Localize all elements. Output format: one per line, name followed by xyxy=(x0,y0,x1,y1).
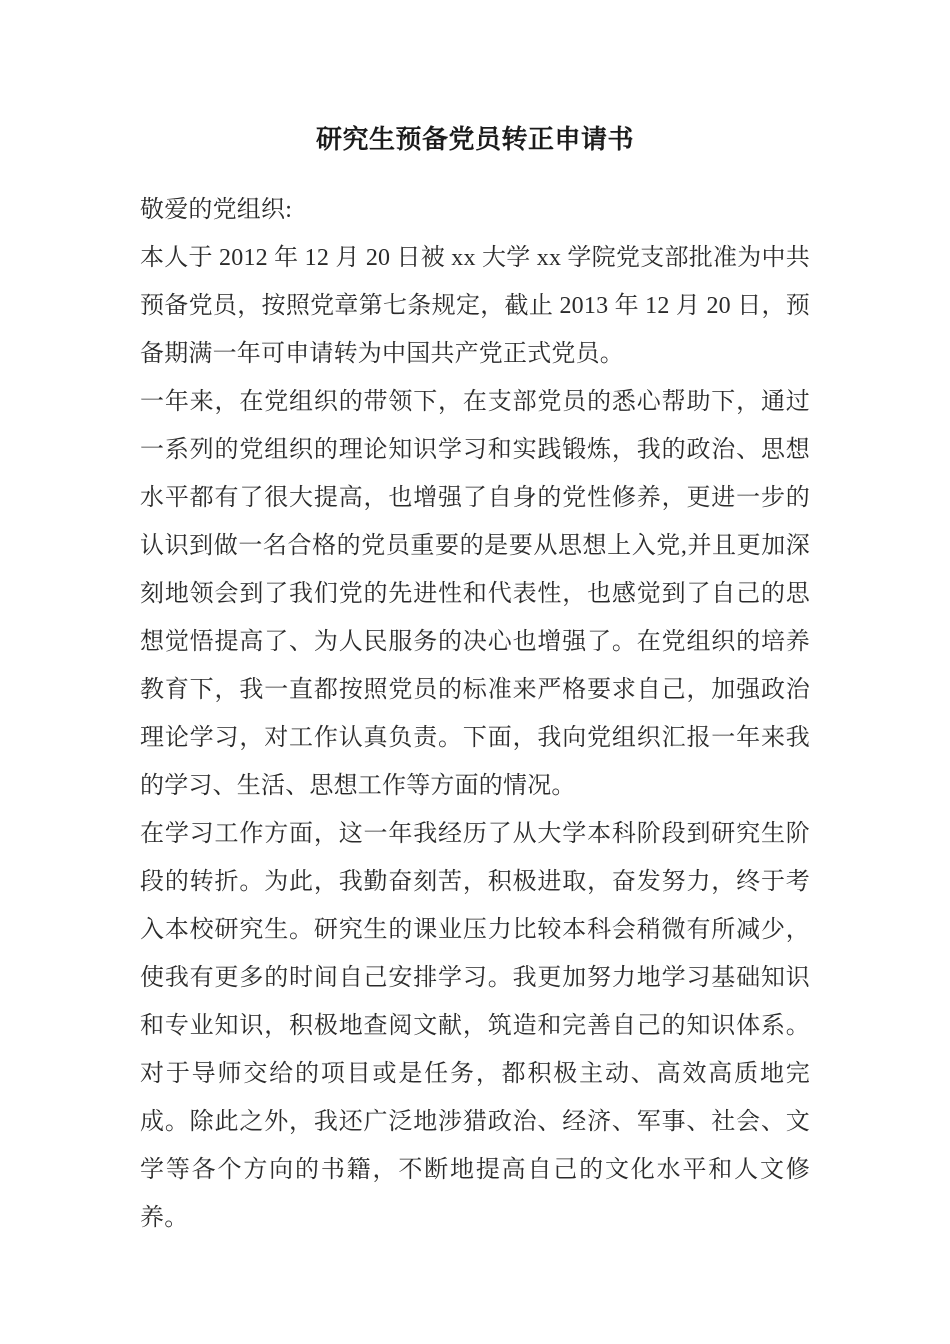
document-body xyxy=(140,118,810,1242)
paragraph-3: 在学习工作方面，这一年我经历了从大学本科阶段到研究生阶段的转折。为此，我勤奋刻苦，积极进取，奋发努力，终于考入本校研究生。研究生的课业压力比较本科会稍微有所减少，使我有更多的时间自己安排学习。我更加努力地学习基础知识和专业知识，积极地查阅文献，筑造和完善自己的知识体系。对于导师交给的项目或是任务，都积极主动、高效高质地完成。除此之外，我还广泛地涉猎政治、经济、军事、社会、文学等各个方向的书籍，不断地提高自己的文化水平和人文修养。 xyxy=(140,821,810,1231)
paragraph-2: 一年来，在党组织的带领下，在支部党员的悉心帮助下，通过一系列的党组织的理论知识学习和实践锻炼，我的政治、思想水平都有了很大提高，也增强了自身的党性修养，更进一步的认识到做一名合格的党员重要的是要从思想上入党,并且更加深刻地领会到了我们党的先进性和代表性，也感觉到了自己的思想觉悟提高了、为人民服务的决心也增强了。在党组织的培养教育下，我一直都按照党员的标准来严格要求自己，加强政治理论学习，对工作认真负责。下面，我向党组织汇报一年来我的学习、生活、思想工作等方面的情况。 xyxy=(140,389,810,799)
salutation-line: 敬爱的党组织: xyxy=(140,197,293,223)
document-title: 研究生预备党员转正申请书 xyxy=(315,125,634,154)
paragraph-1: 本人于 2012 年 12 月 20 日被 xx 大学 xx 学院党支部批准为中共预备党员，按照党章第七条规定，截止 2013 年 12 月 20 日，预备期满一年可申请转为中国共产党正式党员。 xyxy=(140,245,810,367)
